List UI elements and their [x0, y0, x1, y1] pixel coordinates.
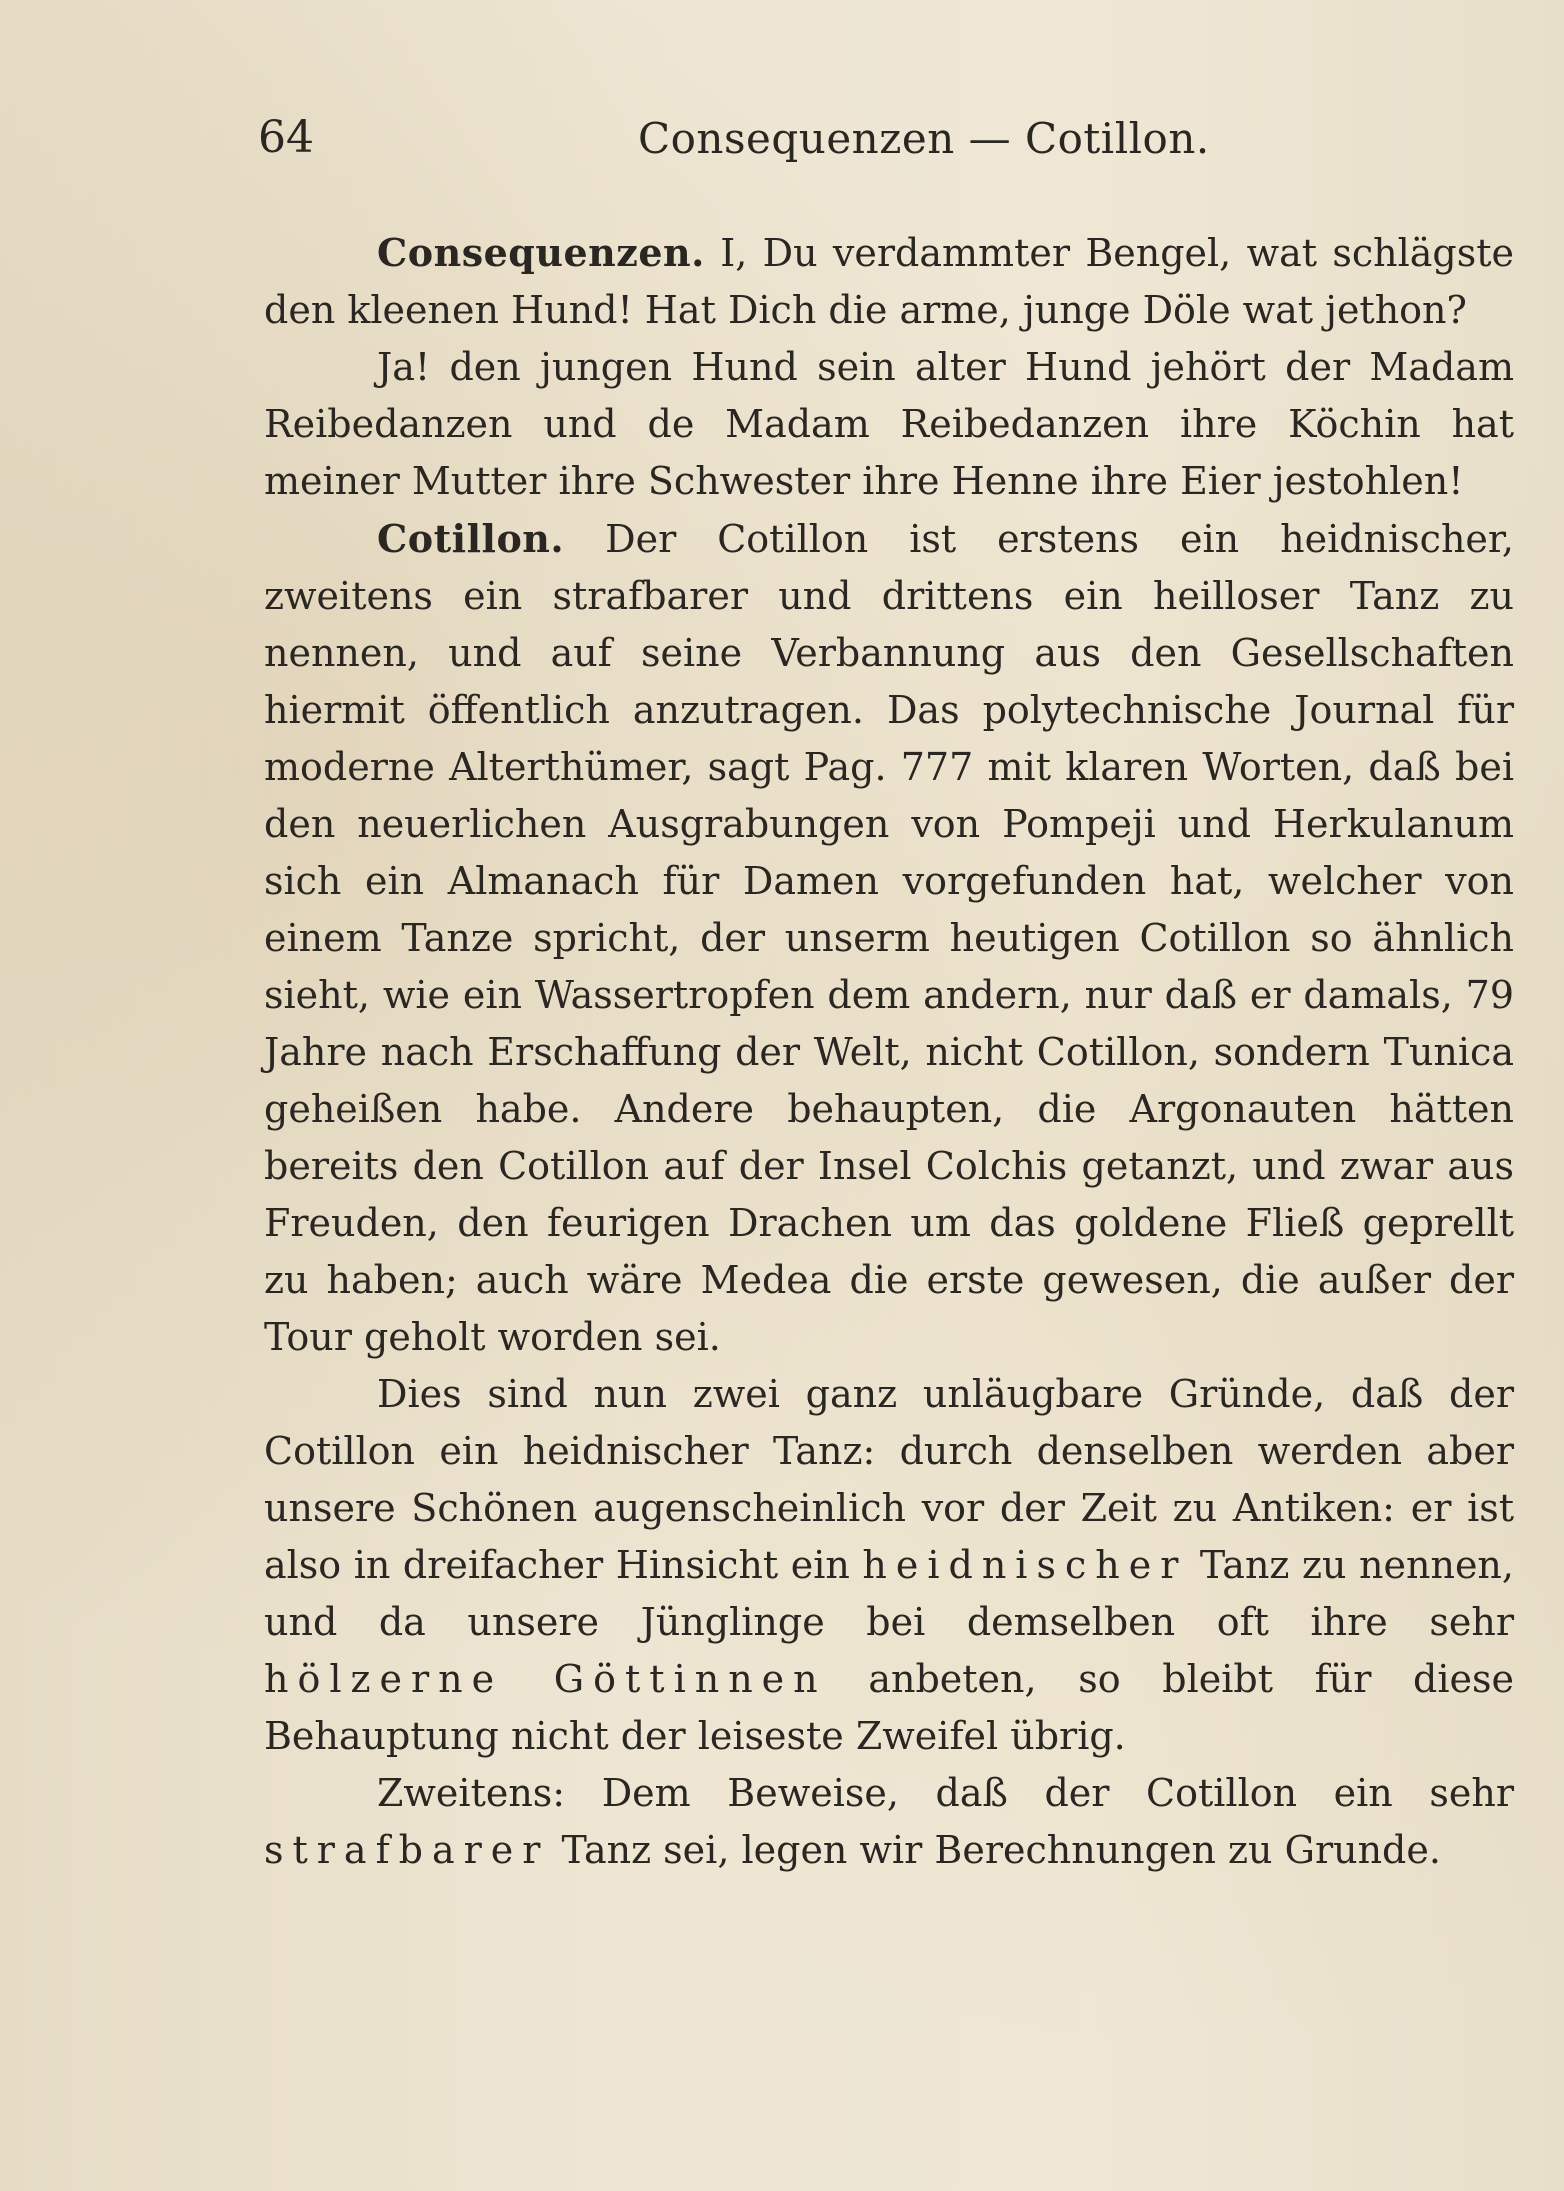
running-title: Consequenzen — Cotillon. — [638, 114, 1210, 163]
paragraph-reasons — [264, 1366, 1514, 1765]
paragraph-text: Der Cotillon ist erstens ein heidnischer, zweitens ein strafbarer und drittens ein heilloser Tanz zu nennen, und auf seine Verbannung aus den Gesellschaften hiermit öffentlich anzutragen. Das polytechnische Journal für moderne Alterthümer, sagt Pag. 777 mit klaren Worten, daß bei den neuerlichen Ausgrabungen von Pompeji und Herkulanum sich ein Almanach für Damen vorgefunden hat, welcher von einem Tanze spricht, der unserm heutigen Cotillon so ähnlich sieht, wie ein Wassertropfen dem andern, nur daß er damals, 79 Jahre nach Erschaffung der Welt, nicht Cotillon, sondern Tunica geheißen habe. Andere behaupten, die Argonauten hätten bereits den Cotillon auf der Insel Colchis getanzt, und zwar aus Freuden, den feurigen Drachen um das goldene Fließ geprellt zu haben; auch wäre Medea die erste gewesen, die außer der Tour geholt worden sei. — [264, 517, 1514, 1359]
paragraph-text: Zweitens: Dem Beweise, daß der Cotillon ein sehr — [377, 1771, 1514, 1815]
spaced-emphasis: hölzerne Göttinnen — [264, 1657, 827, 1701]
spaced-emphasis: heidnischer — [862, 1543, 1188, 1587]
page-number: 64 — [258, 112, 314, 163]
paragraph-text: Ja! den jungen Hund sein alter Hund jehört der Madam Reibedanzen und de Madam Reibedanzen ihre Köchin hat meiner Mutter ihre Schwester ihre Henne ihre Eier jestohlen! — [264, 345, 1514, 503]
body-text — [264, 224, 1514, 1879]
paragraph-text: Tanz sei, legen wir Berechnungen zu Grunde. — [549, 1828, 1441, 1872]
spaced-emphasis: strafbarer — [264, 1828, 550, 1872]
page-header — [258, 112, 1513, 172]
entry-heading-consequenzen: Consequenzen. — [377, 230, 705, 275]
paragraph-zweitens — [264, 1765, 1514, 1879]
paragraph-text: I, Du verdammter Bengel, wat schlägste den kleenen Hund! Hat Dich die arme, junge Döle wat jethon? — [264, 231, 1514, 332]
paragraph-text: Tanz zu nennen, und da unsere Jünglinge bei demselben oft ihre sehr — [264, 1543, 1514, 1644]
paragraph-cotillon — [264, 510, 1514, 1366]
paragraph-text: Dies sind nun zwei ganz unläugbare Gründe, daß der Cotillon ein heidnischer Tanz: durch denselben werden aber unsere Schönen augenscheinlich vor der Zeit zu Antiken: er ist also in dreifacher Hinsicht ein — [264, 1372, 1514, 1587]
entry-heading-cotillon: Cotillon. — [377, 516, 565, 561]
paragraph-text: anbeten, so bleibt für diese Behauptung nicht der leiseste Zweifel übrig. — [264, 1657, 1515, 1758]
paragraph-consequenzen — [264, 224, 1514, 339]
paragraph-dialogue — [264, 339, 1514, 510]
